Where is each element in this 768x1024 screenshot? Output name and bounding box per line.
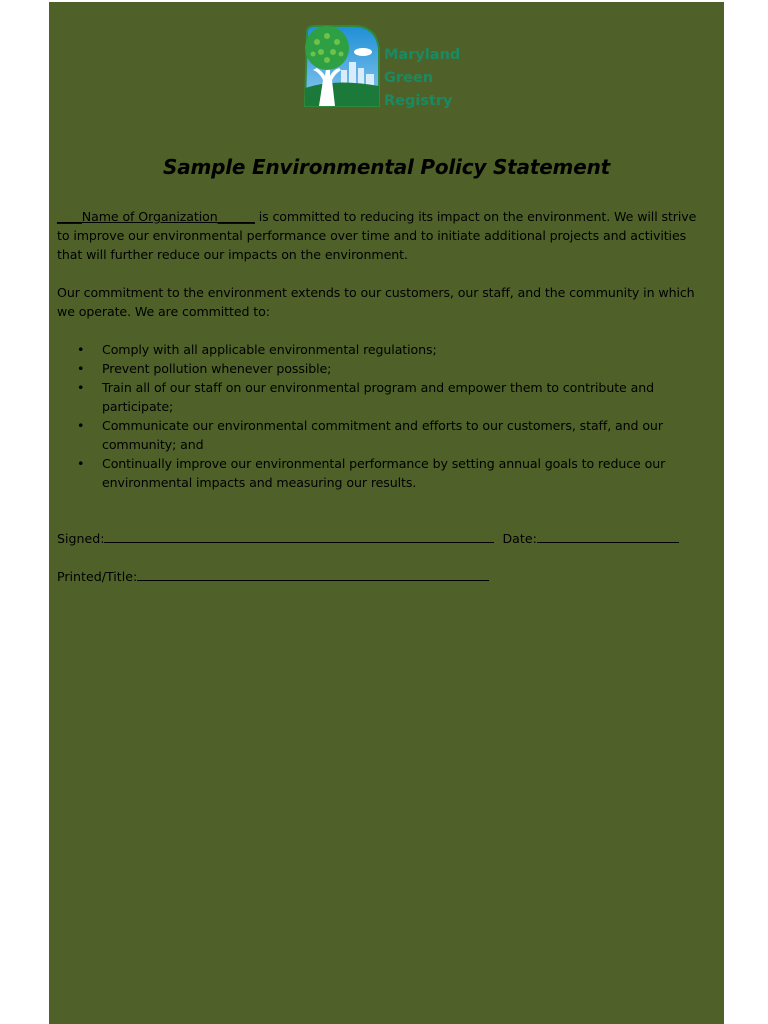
bullet-icon: •	[77, 456, 85, 471]
list-item-text: Prevent pollution whenever possible;	[102, 361, 332, 376]
bullet-icon: •	[77, 342, 85, 357]
bullet-icon: •	[77, 361, 85, 376]
document-title: Sample Environmental Policy Statement	[163, 155, 610, 179]
logo-wordmark	[384, 44, 460, 113]
date-label: Date:	[502, 531, 537, 546]
printed-title-row	[57, 567, 489, 586]
signature-field[interactable]	[104, 529, 494, 543]
date-field[interactable]	[537, 529, 679, 543]
logo-line-1: Maryland	[384, 47, 461, 63]
list-item-text: Communicate our environmental commitment and efforts to our customers, staff, and our community; and	[102, 418, 663, 452]
list-item	[57, 416, 677, 454]
list-item-text: Train all of our staff on our environmental program and empower them to contribute and participate;	[102, 380, 654, 414]
printed-title-field[interactable]	[137, 567, 489, 581]
org-name-blank[interactable]	[57, 209, 255, 224]
list-item	[57, 340, 677, 359]
signature-row	[57, 529, 679, 548]
logo-line-2: Green	[384, 70, 434, 86]
bullet-icon: •	[77, 418, 85, 433]
printed-title-label: Printed/Title:	[57, 569, 138, 584]
commitment-paragraph: Our commitment to the environment extends to our customers, our staff, and the community in which we operate. We are committed to:	[57, 285, 695, 319]
list-item	[57, 454, 677, 492]
commitment-list	[57, 340, 677, 492]
bullet-icon: •	[77, 380, 85, 395]
org-trail-blank: ______	[217, 209, 255, 224]
tree-logo-icon	[295, 22, 385, 112]
document-page	[49, 2, 724, 1024]
list-item-text: Comply with all applicable environmental regulations;	[102, 342, 437, 357]
list-item	[57, 378, 677, 416]
intro-text: is committed to reducing its impact on the environment. We will strive to improve our environmental performance over time and to initiate additional projects and activities that will further reduce our impacts on the environment.	[57, 209, 697, 262]
org-name-placeholder: Name of Organization	[81, 209, 218, 224]
list-item-text: Continually improve our environmental performance by setting annual goals to reduce our environmental impacts and measuring our results.	[102, 456, 666, 490]
maryland-green-registry-logo	[295, 22, 495, 112]
signed-label: Signed:	[57, 531, 105, 546]
logo-line-3: Registry	[384, 93, 453, 109]
list-item	[57, 359, 677, 378]
org-lead-blank: ____	[57, 209, 82, 224]
intro-paragraph	[57, 207, 712, 264]
